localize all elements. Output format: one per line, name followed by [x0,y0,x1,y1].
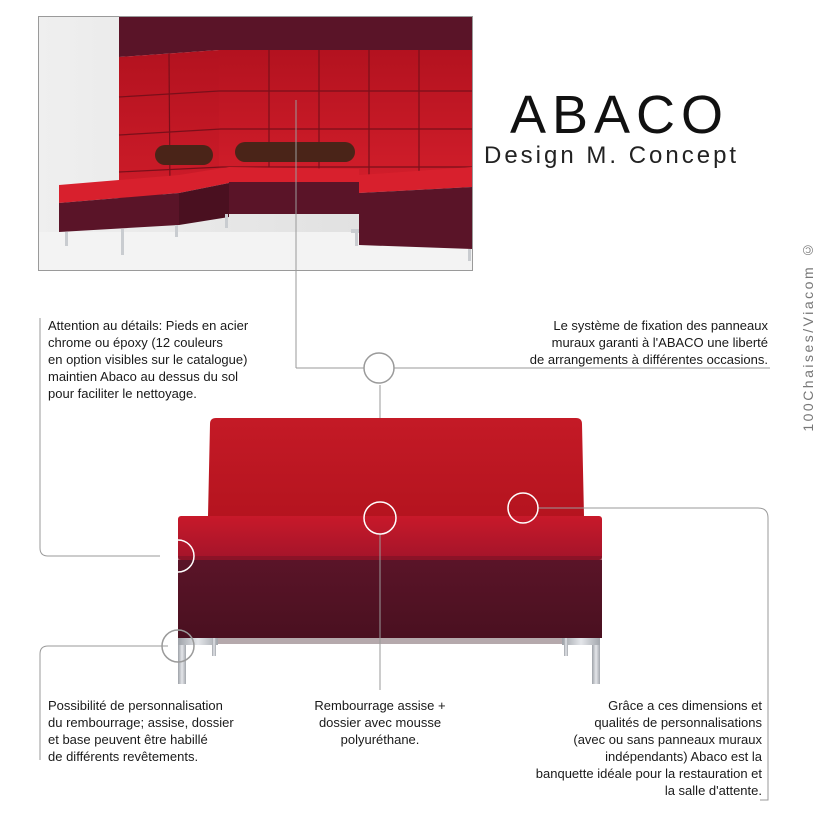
designer-subtitle: Design M. Concept [484,142,740,169]
note-wall-fixation: Le système de fixation des panneaux muraux garanti à l'ABACO une liberté de arrangements à différentes occasions. [529,318,768,367]
sofa-illustration [178,418,602,684]
note-feet: Attention au détails: Pieds en acier chrome ou époxy (12 couleurs en option visibles sur le catalogue) maintien Abaco au dessus du sol pour faciliter le nettoyage. [48,318,249,401]
brand-title: ABACO [510,85,730,145]
copyright-credit: 100Chaises/Viacom © [800,240,816,432]
note-dimensions: Grâce a ces dimensions et qualités de personnalisations (avec ou sans panneaux muraux indépendants) Abaco est la banquette idéale pour la restauration et la salle d'attente. [535,698,762,798]
note-foam: Rembourrage assise + dossier avec mousse polyuréthane. [314,698,446,747]
note-customization: Possibilité de personnalisation du rembourrage; assise, dossier et base peuvent être habillé de différents revêtements. [48,698,234,764]
